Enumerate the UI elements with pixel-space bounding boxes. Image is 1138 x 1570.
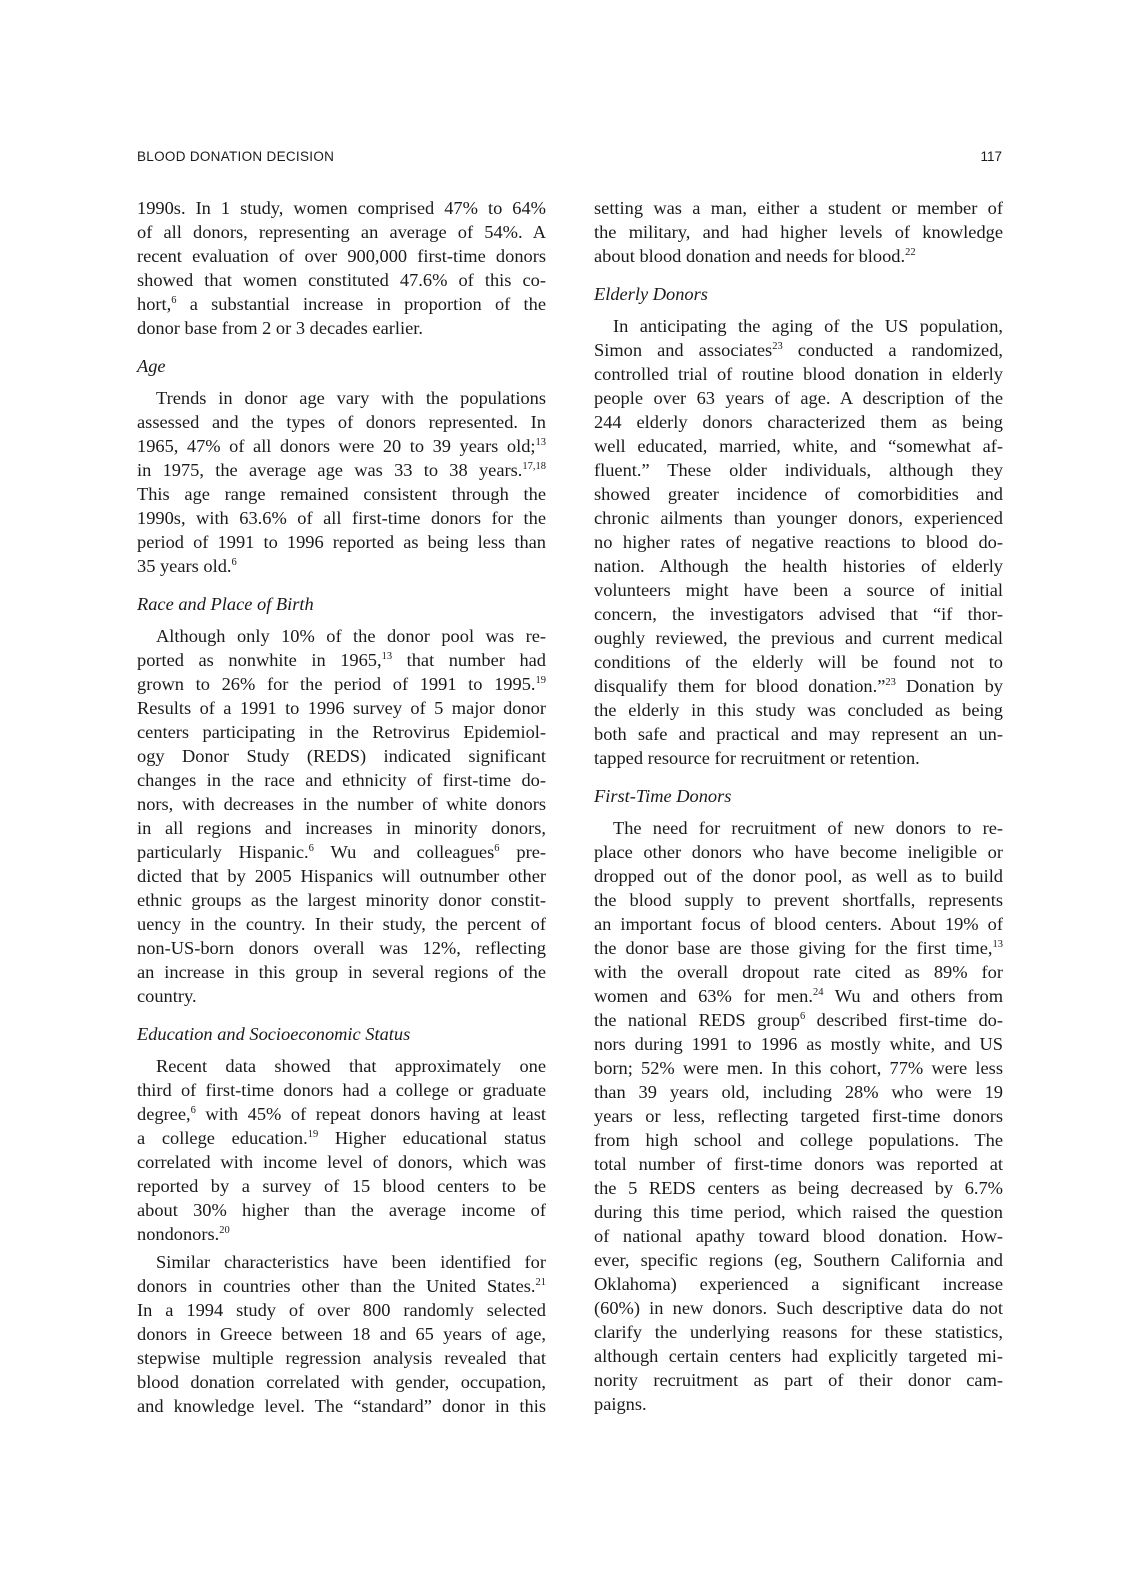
- text-line: hort,$^6$ a substantial increase in proportion of the: [137, 294, 546, 314]
- text-line: donors in Greece between 18 and 65 years of age,: [137, 1324, 546, 1344]
- text-line: clarify the underlying reasons for these statistics,: [594, 1322, 1003, 1342]
- text-line: born; 52% were men. In this cohort, 77% were less: [594, 1058, 1003, 1078]
- right-column: [594, 196, 1003, 1416]
- age-paragraph: [137, 386, 546, 578]
- text-line: nors during 1991 to 1996 as mostly white, and US: [594, 1034, 1003, 1054]
- text-line: fluent.” These older individuals, although they: [594, 460, 1003, 480]
- text-line: from high school and college populations. The: [594, 1130, 1003, 1150]
- text-line: disqualify them for blood donation.”$^{23}$ Donation by: [594, 676, 1004, 696]
- text-line: both safe and practical and may represent an un-: [594, 724, 1003, 744]
- text-line: chronic ailments than younger donors, experienced: [594, 508, 1003, 528]
- section-heading-age: Age: [137, 356, 166, 376]
- page-number: 117: [980, 149, 1002, 164]
- text-line: setting was a man, either a student or member of: [594, 198, 1003, 218]
- text-line: the elderly in this study was concluded as being: [594, 700, 1003, 720]
- text-line: uency in the country. In their study, the percent of: [137, 914, 546, 934]
- text-line: of all donors, representing an average of 54%. A: [137, 222, 546, 242]
- text-line: no higher rates of negative reactions to blood do-: [594, 532, 1003, 552]
- text-line: assessed and the types of donors represented. In: [137, 412, 546, 432]
- text-line: centers participating in the Retrovirus Epidemiol-: [137, 722, 546, 742]
- text-line: in 1975, the average age was 33 to 38 years.$^{17,18}$: [137, 460, 546, 480]
- text-line: degree,$^6$ with 45% of repeat donors having at least: [137, 1104, 546, 1124]
- text-line: nors, with decreases in the number of white donors: [137, 794, 546, 814]
- text-line: paigns.: [594, 1394, 647, 1414]
- text-line: (60%) in new donors. Such descriptive data do not: [594, 1298, 1003, 1318]
- education-paragraph-1: [137, 1054, 546, 1246]
- text-line: of national apathy toward blood donation. How-: [594, 1226, 1003, 1246]
- text-line: with the overall dropout rate cited as 89% for: [594, 962, 1003, 982]
- text-line: nation. Although the health histories of elderly: [594, 556, 1003, 576]
- text-line: the national REDS group$^6$ described first-time do-: [594, 1010, 1003, 1030]
- text-line: This age range remained consistent through the: [137, 484, 546, 504]
- text-line: volunteers might have been a source of initial: [594, 580, 1003, 600]
- section-heading-education: Education and Socioeconomic Status: [137, 1024, 411, 1044]
- text-line: In anticipating the aging of the US population,: [613, 316, 1003, 336]
- text-line: total number of first-time donors was reported at: [594, 1154, 1003, 1174]
- text-line: Simon and associates$^{23}$ conducted a randomized,: [594, 340, 1003, 360]
- text-line: place other donors who have become ineligible or: [594, 842, 1003, 862]
- text-line: showed that women constituted 47.6% of this co-: [137, 270, 546, 290]
- running-head: BLOOD DONATION DECISION: [137, 149, 335, 164]
- text-line: ethnic groups as the largest minority donor constit-: [137, 890, 546, 910]
- text-line: 244 elderly donors characterized them as being: [594, 412, 1003, 432]
- text-line: the 5 REDS centers as being decreased by 6.7%: [594, 1178, 1003, 1198]
- text-line: correlated with income level of donors, which was: [137, 1152, 546, 1172]
- text-line: well educated, married, white, and “somewhat af-: [594, 436, 1003, 456]
- text-line: about blood donation and needs for blood.$^{22}$: [594, 246, 916, 266]
- text-line: Results of a 1991 to 1996 survey of 5 major donor: [137, 698, 546, 718]
- text-line: people over 63 years of age. A description of the: [594, 388, 1003, 408]
- text-line: an increase in this group in several regions of the: [137, 962, 546, 982]
- intro-paragraph: [137, 196, 546, 340]
- text-line: Similar characteristics have been identified for: [156, 1252, 546, 1272]
- first-time-paragraph: [594, 816, 1003, 1416]
- text-line: dicted that by 2005 Hispanics will outnumber other: [137, 866, 546, 886]
- section-heading-race: Race and Place of Birth: [137, 594, 314, 614]
- text-line: an important focus of blood centers. About 19% of: [594, 914, 1003, 934]
- race-paragraph: [137, 624, 546, 1008]
- text-line: grown to 26% for the period of 1991 to 1995.19: [137, 674, 546, 694]
- text-line: about 30% higher than the average income of: [137, 1200, 546, 1220]
- text-line: In a 1994 study of over 800 randomly selected: [137, 1300, 546, 1320]
- text-line: controlled trial of routine blood donation in elderly: [594, 364, 1003, 384]
- text-line: nondonors.$^{20}$: [137, 1224, 230, 1244]
- text-line: reported by a survey of 15 blood centers to be: [137, 1176, 546, 1196]
- left-column: [137, 196, 546, 1418]
- text-line: dropped out of the donor pool, as well as to build: [594, 866, 1003, 886]
- text-line: nority recruitment as part of their donor cam-: [594, 1370, 1003, 1390]
- text-line: donors in countries other than the United States.$^{21}$: [137, 1276, 546, 1296]
- text-line: period of 1991 to 1996 reported as being less than: [137, 532, 546, 552]
- text-line: blood donation correlated with gender, occupation,: [137, 1372, 546, 1392]
- text-line: ported as nonwhite in 1965,13 that number had: [137, 650, 546, 670]
- text-line: although certain centers had explicitly targeted mi-: [594, 1346, 1003, 1366]
- text-line: 1990s. In 1 study, women comprised 47% to 64%: [137, 198, 546, 218]
- text-line: 1990s, with 63.6% of all first-time donors for the: [137, 508, 546, 528]
- text-line: 35 years old.$^6$: [137, 556, 237, 576]
- text-line: in all regions and increases in minority donors,: [137, 818, 546, 838]
- text-line: the military, and had higher levels of knowledge: [594, 222, 1003, 242]
- text-line: ever, specific regions (eg, Southern California and: [594, 1250, 1003, 1270]
- text-line: concern, the investigators advised that “if thor-: [594, 604, 1003, 624]
- text-line: during this time period, which raised the question: [594, 1202, 1003, 1222]
- section-heading-first-time: First-Time Donors: [594, 786, 732, 806]
- text-line: third of first-time donors had a college or graduate: [137, 1080, 546, 1100]
- text-line: Recent data showed that approximately one: [156, 1056, 546, 1076]
- text-line: than 39 years old, including 28% who were 19: [594, 1082, 1003, 1102]
- continuation-paragraph: [594, 196, 1003, 268]
- text-line: conditions of the elderly will be found not to: [594, 652, 1003, 672]
- education-paragraph-2: [137, 1250, 546, 1418]
- text-line: the donor base are those giving for the first time,$^{13}$: [594, 938, 1003, 958]
- text-line: recent evaluation of over 900,000 first-time donors: [137, 246, 546, 266]
- elderly-paragraph: [594, 314, 1003, 770]
- text-line: 1965, 47% of all donors were 20 to 39 years old;$^{13}$: [137, 436, 546, 456]
- text-line: ogy Donor Study (REDS) indicated significant: [137, 746, 546, 766]
- text-line: non-US-born donors overall was 12%, reflecting: [137, 938, 546, 958]
- text-line: particularly Hispanic.$^6$ Wu and colleagues$^6$ pre-: [137, 842, 546, 862]
- text-line: women and 63% for men.$^{24}$ Wu and others from: [594, 986, 1003, 1006]
- text-line: and knowledge level. The “standard” donor in this: [137, 1396, 546, 1416]
- text-line: Oklahoma) experienced a significant increase: [594, 1274, 1003, 1294]
- text-line: years or less, reflecting targeted first-time donors: [594, 1106, 1003, 1126]
- text-line: The need for recruitment of new donors to re-: [613, 818, 1003, 838]
- text-line: Trends in donor age vary with the populations: [156, 388, 546, 408]
- text-line: donor base from 2 or 3 decades earlier.: [137, 318, 423, 338]
- text-line: tapped resource for recruitment or retention.: [594, 748, 920, 768]
- text-line: changes in the race and ethnicity of first-time do-: [137, 770, 546, 790]
- section-heading-elderly: Elderly Donors: [594, 284, 708, 304]
- text-line: the blood supply to prevent shortfalls, represents: [594, 890, 1003, 910]
- text-line: showed greater incidence of comorbidities and: [594, 484, 1003, 504]
- text-line: country.: [137, 986, 197, 1006]
- text-line: a college education.$^{19}$ Higher educational status: [137, 1128, 546, 1148]
- text-line: stepwise multiple regression analysis revealed that: [137, 1348, 546, 1368]
- text-line: oughly reviewed, the previous and current medical: [594, 628, 1003, 648]
- text-line: Although only 10% of the donor pool was re-: [156, 626, 546, 646]
